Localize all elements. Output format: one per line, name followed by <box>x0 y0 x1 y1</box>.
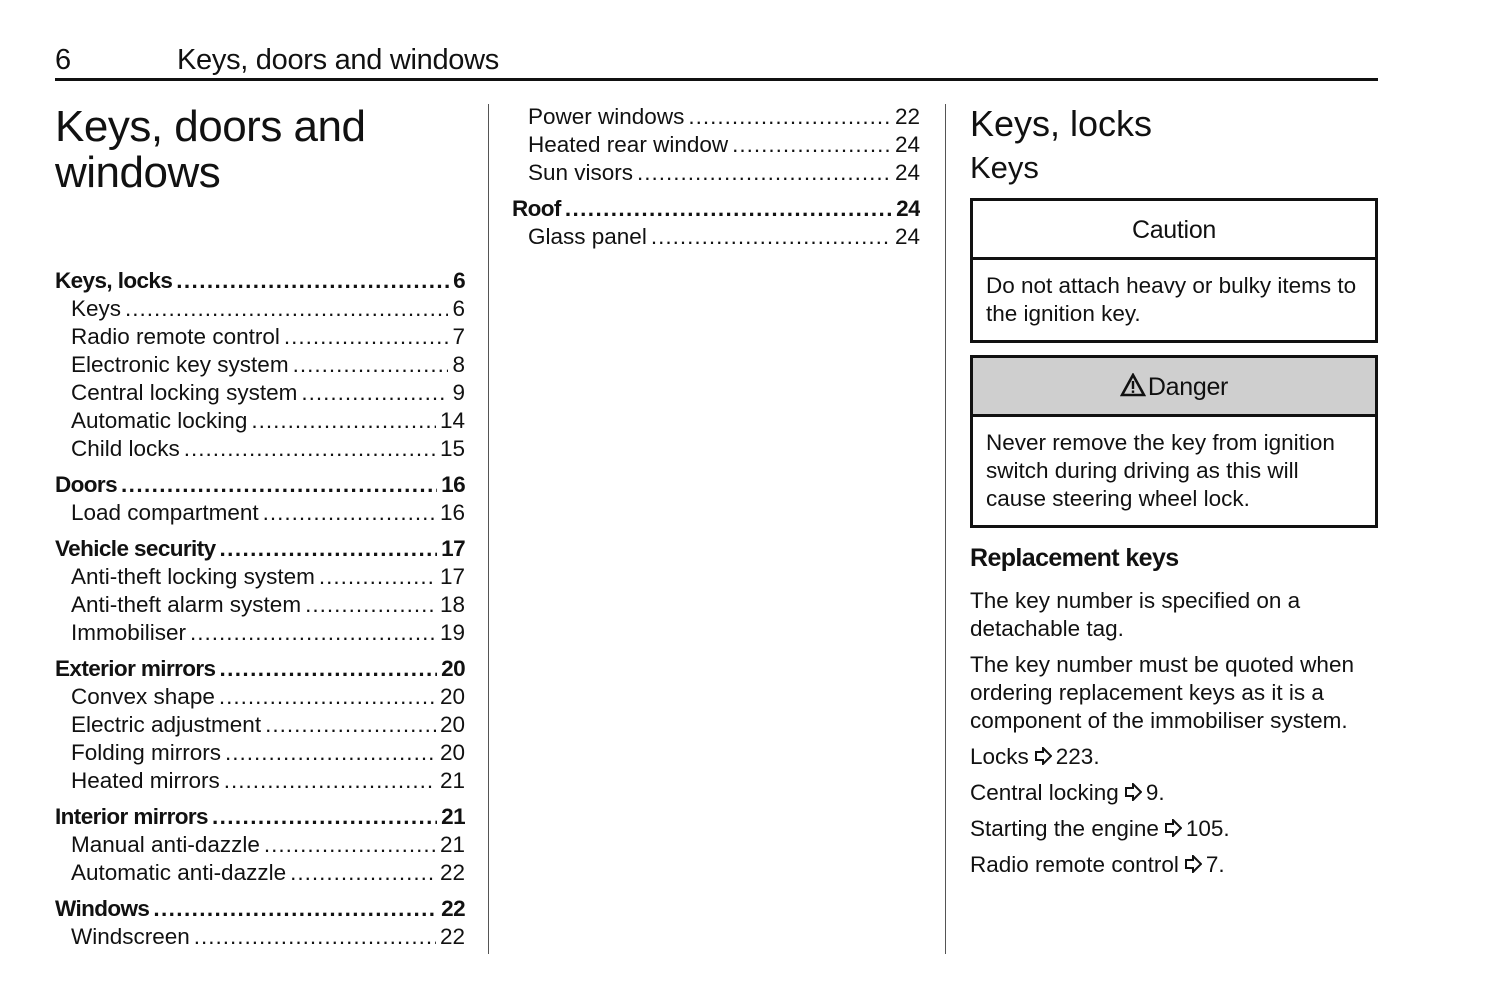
toc-entry-page: 24 <box>894 132 920 157</box>
toc-entry-page: 6 <box>452 296 465 321</box>
reference-label: Central locking <box>970 780 1119 805</box>
toc-entry-page: 8 <box>452 352 465 377</box>
column-divider <box>488 104 489 954</box>
toc-entry[interactable] <box>55 435 465 463</box>
toc-entry-label: Electronic key system <box>71 352 289 377</box>
subsection-title: Keys <box>970 150 1039 185</box>
chapter-title <box>55 104 365 196</box>
toc-entry[interactable] <box>55 379 465 407</box>
toc-entry-page: 14 <box>439 408 465 433</box>
dot-leader <box>264 831 436 859</box>
toc-entry-page: 21 <box>439 768 465 793</box>
danger-text: Never remove the key from ignition switch during driving as this will cause steering wheel lock. <box>986 430 1335 511</box>
toc-entry[interactable] <box>55 739 465 767</box>
toc-entry-label: Glass panel <box>528 224 647 249</box>
danger-box <box>970 355 1378 528</box>
dot-leader <box>301 379 448 407</box>
toc-entry-label: Sun visors <box>528 160 634 185</box>
reference-page: 7. <box>1205 852 1225 877</box>
toc-entry-label: Windscreen <box>71 924 190 949</box>
toc-entry-page: 22 <box>439 924 465 949</box>
cross-reference[interactable] <box>970 851 1378 879</box>
toc-entry-label: Child locks <box>71 436 180 461</box>
dot-leader <box>224 767 436 795</box>
dot-leader <box>219 655 437 683</box>
toc-entry-page: 22 <box>894 104 920 129</box>
toc-entry-page: 24 <box>894 160 920 185</box>
page-number: 6 <box>55 44 72 76</box>
toc-entry-label: Convex shape <box>71 684 215 709</box>
dot-leader <box>219 683 436 711</box>
paragraph: The key number is specified on a detachable tag. <box>970 588 1301 641</box>
toc-entry-label: Keys <box>71 296 122 321</box>
reference-label: Radio remote control <box>970 852 1179 877</box>
dot-leader <box>290 859 436 887</box>
toc-entry-page: 22 <box>441 896 465 921</box>
toc-entry-label: Immobiliser <box>71 620 187 645</box>
toc-entry-label: Automatic locking <box>71 408 248 433</box>
toc-entry-page: 16 <box>439 500 465 525</box>
toc-entry[interactable] <box>55 859 465 887</box>
toc-entry[interactable] <box>512 159 920 187</box>
toc-entry-page: 17 <box>439 564 465 589</box>
toc-entry[interactable] <box>512 195 920 223</box>
toc-entry-page: 19 <box>439 620 465 645</box>
caution-box <box>970 198 1378 343</box>
toc-entry[interactable] <box>512 223 920 251</box>
caution-title: Caution <box>973 201 1375 260</box>
toc-entry-page: 9 <box>452 380 465 405</box>
toc-entry-page: 21 <box>441 804 465 829</box>
reference-page: 105. <box>1185 816 1230 841</box>
toc-entry[interactable] <box>512 103 920 131</box>
replacement-keys-heading: Replacement keys <box>970 544 1179 572</box>
toc-entry-label: Radio remote control <box>71 324 280 349</box>
column-divider <box>945 104 946 954</box>
reference-page: 223. <box>1055 744 1100 769</box>
toc-entry[interactable] <box>55 619 465 647</box>
toc-entry[interactable] <box>55 267 465 295</box>
dot-leader <box>190 619 436 647</box>
toc-entry[interactable] <box>55 591 465 619</box>
toc-entry-page: 17 <box>441 536 465 561</box>
table-of-contents-left <box>55 267 465 951</box>
chapter-title-line: Keys, doors and <box>55 102 366 151</box>
reference-page: 9. <box>1145 780 1165 805</box>
toc-entry-label: Exterior mirrors <box>55 656 216 681</box>
toc-entry-label: Roof <box>512 196 561 221</box>
page-reference-arrow-icon <box>1184 855 1202 873</box>
toc-entry-page: 20 <box>439 684 465 709</box>
toc-entry[interactable] <box>55 351 465 379</box>
toc-entry-label: Doors <box>55 472 118 497</box>
dot-leader <box>121 471 437 499</box>
toc-entry-label: Interior mirrors <box>55 804 208 829</box>
toc-entry-page: 16 <box>441 472 465 497</box>
toc-entry[interactable] <box>55 471 465 499</box>
dot-leader <box>225 739 436 767</box>
toc-entry[interactable] <box>55 407 465 435</box>
toc-entry-label: Load compartment <box>71 500 259 525</box>
toc-entry-page: 22 <box>439 860 465 885</box>
danger-title: Danger <box>1147 373 1229 401</box>
toc-entry-label: Keys, locks <box>55 268 173 293</box>
toc-entry-label: Power windows <box>528 104 685 129</box>
warning-triangle-icon <box>1120 373 1146 397</box>
toc-entry[interactable] <box>55 831 465 859</box>
page-reference-arrow-icon <box>1164 819 1182 837</box>
toc-entry[interactable] <box>55 295 465 323</box>
chapter-title-line: windows <box>55 148 221 197</box>
toc-entry[interactable] <box>55 499 465 527</box>
toc-entry[interactable] <box>55 323 465 351</box>
toc-entry[interactable] <box>55 535 465 563</box>
dot-leader <box>220 535 438 563</box>
table-of-contents-middle <box>512 103 920 251</box>
page-reference-arrow-icon <box>1034 747 1052 765</box>
dot-leader <box>265 711 436 739</box>
toc-entry-label: Manual anti-dazzle <box>71 832 260 857</box>
dot-leader <box>688 103 891 131</box>
toc-entry[interactable] <box>55 803 465 831</box>
toc-entry-label: Anti-theft locking system <box>71 564 315 589</box>
dot-leader <box>319 563 436 591</box>
dot-leader <box>176 267 449 295</box>
toc-entry[interactable] <box>55 563 465 591</box>
dot-leader <box>284 323 449 351</box>
cross-reference[interactable] <box>970 743 1378 771</box>
toc-entry-label: Folding mirrors <box>71 740 222 765</box>
danger-header <box>973 358 1375 417</box>
toc-entry-page: 7 <box>452 324 465 349</box>
dot-leader <box>637 159 891 187</box>
toc-entry[interactable] <box>55 923 465 951</box>
dot-leader <box>263 499 436 527</box>
toc-entry-page: 6 <box>453 268 465 293</box>
dot-leader <box>184 435 436 463</box>
toc-entry-label: Heated mirrors <box>71 768 220 793</box>
dot-leader <box>212 803 437 831</box>
toc-entry-page: 21 <box>439 832 465 857</box>
toc-entry-page: 20 <box>439 712 465 737</box>
toc-entry-label: Electric adjustment <box>71 712 262 737</box>
caution-text: Do not attach heavy or bulky items to the ignition key. <box>986 273 1357 326</box>
dot-leader <box>651 223 891 251</box>
toc-entry[interactable] <box>55 767 465 795</box>
toc-entry-label: Automatic anti-dazzle <box>71 860 287 885</box>
section-title: Keys, locks <box>970 103 1153 144</box>
dot-leader <box>125 295 448 323</box>
toc-entry-label: Heated rear window <box>528 132 729 157</box>
toc-entry-label: Windows <box>55 896 150 921</box>
toc-entry-page: 24 <box>896 196 920 221</box>
toc-entry-label: Central locking system <box>71 380 298 405</box>
dot-leader <box>732 131 891 159</box>
toc-entry[interactable] <box>55 711 465 739</box>
toc-entry-page: 20 <box>439 740 465 765</box>
paragraph: The key number must be quoted when ordering replacement keys as it is a component of the immobiliser system. <box>970 652 1354 733</box>
cross-reference[interactable] <box>970 815 1378 843</box>
toc-entry[interactable] <box>55 683 465 711</box>
reference-label: Starting the engine <box>970 816 1159 841</box>
right-column <box>970 104 1378 887</box>
running-header: Keys, doors and windows <box>177 44 499 76</box>
toc-entry[interactable] <box>512 131 920 159</box>
dot-leader <box>153 895 437 923</box>
cross-reference[interactable] <box>970 779 1378 807</box>
dot-leader <box>565 195 892 223</box>
dot-leader <box>305 591 436 619</box>
page-reference-arrow-icon <box>1124 783 1142 801</box>
toc-entry[interactable] <box>55 895 465 923</box>
toc-entry-page: 20 <box>441 656 465 681</box>
dot-leader <box>251 407 436 435</box>
toc-entry-label: Vehicle security <box>55 536 216 561</box>
dot-leader <box>194 923 436 951</box>
dot-leader <box>293 351 449 379</box>
toc-entry-page: 24 <box>894 224 920 249</box>
toc-entry-label: Anti-theft alarm system <box>71 592 302 617</box>
toc-entry-page: 15 <box>439 436 465 461</box>
toc-entry-page: 18 <box>439 592 465 617</box>
page-header <box>55 44 1378 81</box>
toc-entry[interactable] <box>55 655 465 683</box>
reference-label: Locks <box>970 744 1029 769</box>
